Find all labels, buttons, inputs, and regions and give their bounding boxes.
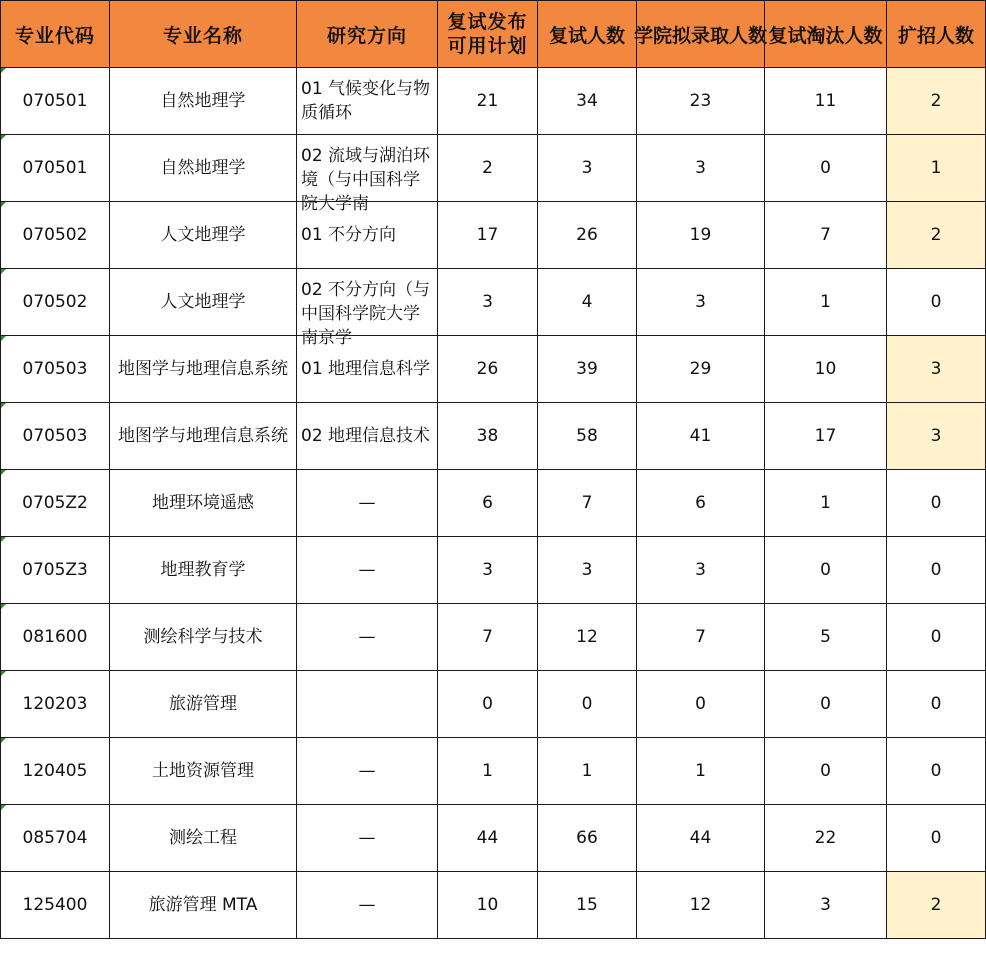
table-row	[1, 872, 986, 939]
cell-expand[interactable]: 0	[887, 269, 986, 336]
header-eliminated[interactable]	[765, 1, 887, 68]
cell-direction[interactable]	[297, 135, 438, 214]
cell-name[interactable]	[110, 68, 297, 135]
cell-eliminated[interactable]: 10	[765, 336, 887, 403]
header-name[interactable]: 专业名称	[110, 1, 297, 68]
cell-eliminated[interactable]: 17	[765, 403, 887, 470]
cell-name[interactable]	[110, 336, 297, 403]
cell-direction[interactable]: —	[297, 805, 438, 872]
cell-code[interactable]: 0705Z2	[1, 470, 110, 537]
cell-name[interactable]	[110, 269, 297, 336]
cell-code[interactable]: 070502	[1, 269, 110, 336]
table-row	[1, 336, 986, 403]
table-row	[1, 604, 986, 671]
cell-plan[interactable]: 17	[438, 202, 538, 269]
cell-eliminated[interactable]: 1	[765, 269, 887, 336]
cell-expand[interactable]: 0	[887, 671, 986, 738]
cell-expand[interactable]: 2	[887, 68, 986, 135]
name-text: 自然地理学	[160, 158, 246, 178]
cell-code[interactable]: 085704	[1, 805, 110, 872]
cell-admit[interactable]: 3	[637, 135, 765, 202]
cell-admit[interactable]: 3	[637, 269, 765, 336]
cell-expand[interactable]: 0	[887, 470, 986, 537]
cell-direction[interactable]	[297, 269, 438, 348]
name-text: 地图学与地理信息系统	[118, 426, 288, 446]
direction-text: 01 地理信息科学	[301, 359, 431, 379]
cell-retest[interactable]: 15	[538, 872, 637, 939]
cell-expand[interactable]: 0	[887, 738, 986, 805]
cell-name[interactable]	[110, 872, 297, 939]
name-text: 地理环境遥感	[152, 493, 254, 513]
header-admit[interactable]	[633, 1, 767, 68]
cell-name[interactable]	[110, 135, 297, 202]
cell-direction[interactable]: —	[297, 604, 438, 671]
cell-eliminated[interactable]: 11	[765, 68, 887, 135]
cell-admit[interactable]: 3	[637, 537, 765, 604]
cell-admit[interactable]: 29	[637, 336, 765, 403]
cell-retest[interactable]: 34	[538, 68, 637, 135]
cell-direction[interactable]	[297, 68, 438, 135]
header-direction[interactable]: 研究方向	[297, 1, 438, 68]
cell-direction[interactable]: —	[297, 738, 438, 805]
cell-plan[interactable]: 2	[438, 135, 538, 202]
cell-plan[interactable]: 26	[438, 336, 538, 403]
name-text: 测绘工程	[169, 828, 237, 848]
name-text: 地图学与地理信息系统	[118, 359, 288, 379]
cell-expand[interactable]: 3	[887, 336, 986, 403]
header-retest[interactable]: 复试人数	[538, 1, 637, 68]
direction-text: 01 不分方向	[301, 225, 397, 245]
cell-eliminated[interactable]: 22	[765, 805, 887, 872]
cell-direction[interactable]: —	[297, 872, 438, 939]
cell-admit[interactable]: 6	[637, 470, 765, 537]
cell-eliminated[interactable]: 5	[765, 604, 887, 671]
cell-plan[interactable]: 3	[438, 269, 538, 336]
table-row	[1, 671, 986, 738]
cell-plan[interactable]: 44	[438, 805, 538, 872]
cell-retest[interactable]: 0	[538, 671, 637, 738]
cell-retest[interactable]: 66	[538, 805, 637, 872]
header-row	[1, 1, 986, 68]
cell-eliminated[interactable]: 3	[765, 872, 887, 939]
cell-plan[interactable]: 0	[438, 671, 538, 738]
cell-name[interactable]	[110, 470, 297, 537]
header-admit-label: 学院拟录取人数	[633, 24, 767, 47]
cell-retest[interactable]: 26	[538, 202, 637, 269]
table-row	[1, 805, 986, 872]
cell-name[interactable]	[110, 537, 297, 604]
table-row	[1, 68, 986, 135]
cell-admit[interactable]: 44	[637, 805, 765, 872]
cell-admit[interactable]: 1	[637, 738, 765, 805]
header-plan[interactable]	[438, 1, 538, 68]
header-plan-label: 复试发布可用计划	[447, 11, 528, 57]
table-row	[1, 470, 986, 537]
cell-direction[interactable]: —	[297, 537, 438, 604]
cell-eliminated[interactable]: 1	[765, 470, 887, 537]
cell-expand[interactable]: 3	[887, 403, 986, 470]
cell-plan[interactable]: 6	[438, 470, 538, 537]
cell-code[interactable]: 070501	[1, 135, 110, 202]
cell-plan[interactable]: 21	[438, 68, 538, 135]
cell-code[interactable]: 070501	[1, 68, 110, 135]
cell-retest[interactable]: 58	[538, 403, 637, 470]
direction-text: 02 不分方向（与中国科学院大学南京学	[301, 280, 431, 348]
cell-code[interactable]: 070503	[1, 336, 110, 403]
cell-retest[interactable]: 7	[538, 470, 637, 537]
cell-code[interactable]: 081600	[1, 604, 110, 671]
cell-retest[interactable]: 39	[538, 336, 637, 403]
cell-retest[interactable]: 12	[538, 604, 637, 671]
cell-name[interactable]	[110, 738, 297, 805]
name-text: 土地资源管理	[152, 761, 254, 781]
table-row	[1, 403, 986, 470]
direction-text: 02 地理信息技术	[301, 426, 431, 446]
name-text: 测绘科学与技术	[143, 627, 263, 647]
cell-eliminated[interactable]: 7	[765, 202, 887, 269]
header-code[interactable]: 专业代码	[1, 1, 110, 68]
cell-expand[interactable]: 0	[887, 537, 986, 604]
cell-name[interactable]	[110, 403, 297, 470]
header-expand[interactable]: 扩招人数	[887, 1, 986, 68]
name-text: 自然地理学	[160, 91, 246, 111]
cell-expand[interactable]: 0	[887, 604, 986, 671]
cell-name[interactable]	[110, 202, 297, 269]
cell-retest[interactable]: 3	[538, 537, 637, 604]
cell-admit[interactable]: 19	[637, 202, 765, 269]
cell-admit[interactable]: 12	[637, 872, 765, 939]
header-eliminated-label: 复试淘汰人数	[768, 24, 883, 47]
cell-plan[interactable]: 7	[438, 604, 538, 671]
cell-plan[interactable]: 38	[438, 403, 538, 470]
name-text: 人文地理学	[160, 292, 246, 312]
table-row	[1, 738, 986, 805]
cell-expand[interactable]: 0	[887, 805, 986, 872]
cell-code[interactable]: 070503	[1, 403, 110, 470]
cell-direction[interactable]	[297, 403, 438, 470]
cell-eliminated[interactable]: 0	[765, 537, 887, 604]
cell-admit[interactable]: 23	[637, 68, 765, 135]
cell-code[interactable]: 125400	[1, 872, 110, 939]
cell-plan[interactable]: 1	[438, 738, 538, 805]
cell-direction[interactable]	[297, 671, 438, 738]
cell-expand[interactable]: 1	[887, 135, 986, 202]
cell-expand[interactable]: 2	[887, 872, 986, 939]
cell-plan[interactable]: 10	[438, 872, 538, 939]
cell-eliminated[interactable]: 0	[765, 738, 887, 805]
cell-admit[interactable]: 0	[637, 671, 765, 738]
cell-retest[interactable]: 4	[538, 269, 637, 336]
direction-text: 02 流域与湖泊环境（与中国科学院大学南	[301, 146, 431, 214]
cell-name[interactable]	[110, 805, 297, 872]
name-text: 地理教育学	[160, 560, 246, 580]
name-text: 人文地理学	[160, 225, 246, 245]
direction-text: 01 气候变化与物质循环	[301, 79, 431, 123]
cell-admit[interactable]: 7	[637, 604, 765, 671]
cell-retest[interactable]: 1	[538, 738, 637, 805]
cell-admit[interactable]: 41	[637, 403, 765, 470]
table-row	[1, 269, 986, 336]
cell-code[interactable]: 0705Z3	[1, 537, 110, 604]
name-text: 旅游管理	[169, 694, 237, 714]
cell-retest[interactable]: 3	[538, 135, 637, 202]
cell-expand[interactable]: 2	[887, 202, 986, 269]
cell-name[interactable]	[110, 671, 297, 738]
table-row	[1, 202, 986, 269]
table-row	[1, 135, 986, 202]
cell-direction[interactable]: —	[297, 470, 438, 537]
table-row	[1, 537, 986, 604]
cell-plan[interactable]: 3	[438, 537, 538, 604]
cell-code[interactable]: 070502	[1, 202, 110, 269]
name-text: 旅游管理 MTA	[148, 895, 258, 915]
cell-code[interactable]: 120405	[1, 738, 110, 805]
cell-code[interactable]: 120203	[1, 671, 110, 738]
cell-name[interactable]	[110, 604, 297, 671]
cell-eliminated[interactable]: 0	[765, 671, 887, 738]
cell-eliminated[interactable]: 0	[765, 135, 887, 202]
